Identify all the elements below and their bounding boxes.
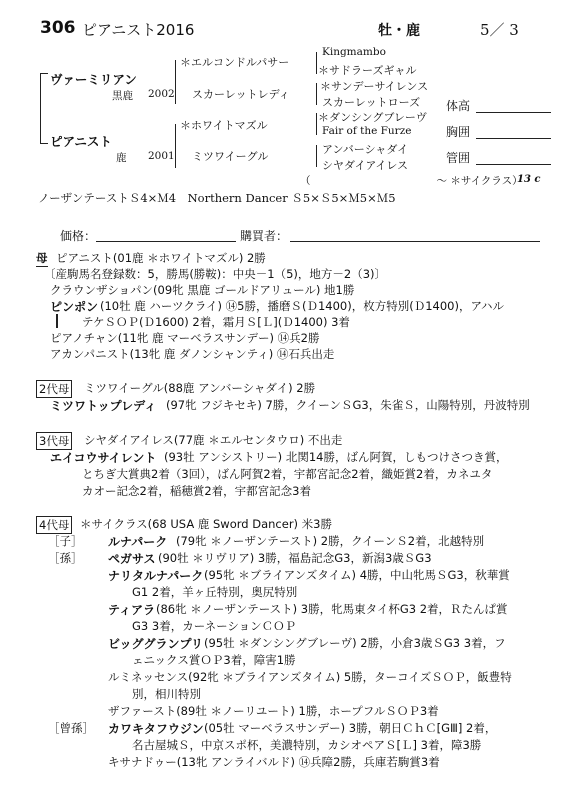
- bracket-left: [40, 73, 41, 144]
- child-1-record: (79牝 ＊ノーザンテースト) 2勝，クイーンＳ2着，北越特別: [176, 534, 485, 548]
- price-label: 価格：: [60, 229, 97, 243]
- great-grandchild-1-record-2: 名古屋城Ｓ，中京スポ杯，美濃特別，カシオペアＳ[Ｌ] 3着，障3勝: [132, 738, 482, 752]
- dam-dam: ミツワイーグル: [192, 150, 269, 163]
- sex-color: 牡・鹿: [378, 23, 420, 39]
- tag-child: ［子］: [48, 534, 83, 548]
- sss-name: Kingmambo: [322, 46, 386, 58]
- offspring-1: クラウンザショパン(09牝 黒鹿 ゴールドアリュール) 地1勝: [50, 283, 355, 297]
- great-grandchild-1-name: カワキタフウジン: [108, 722, 204, 736]
- sire-sire: ＊エルコンドルパサー: [180, 56, 290, 69]
- great-grandchild-1-record: (05牡 マーベラスサンデー) 3勝，朝日ＣｈＣ[GⅢ] 2着，: [204, 721, 497, 735]
- price-line: [96, 241, 236, 242]
- offspring-2-name: ピンポン: [50, 300, 99, 314]
- tag-grandchild: ［孫］: [48, 551, 83, 565]
- grandchild-3-record-2: G3 3着，カーネーションＣＯＰ: [132, 619, 297, 633]
- dam-stats: 〔産駒馬名登録数：5，勝馬(勝鞍)：中央－1（5)，地方－2（3)〕: [44, 267, 387, 281]
- second-dam-child-name: ミツワトップレディ: [50, 399, 157, 413]
- third-dam-child-record-2: とちぎ大賞典2着（3回），ばん阿賀2着，宇都宮記念2着，織姫賞2着，カネユタ: [82, 467, 493, 481]
- dam-bracket: [175, 124, 176, 168]
- buyer-line: [290, 241, 540, 242]
- offspring-2-record-cont: テケＳＯＰ(Ｄ1600) 2着，霜月Ｓ[Ｌ](Ｄ1400) 3着: [82, 315, 350, 329]
- sire-dam: スカーレットレディ: [192, 88, 290, 101]
- buyer-label: 購買者：: [240, 229, 289, 243]
- third-dam-child-record-3: カオー記念2着，稲穂賞2着，宇都宮記念3着: [82, 484, 311, 498]
- section-dam-label: 母: [36, 251, 48, 265]
- dsd-name: Fair of the Furze: [322, 125, 412, 137]
- great-grandchild-2-record: キサナドゥー(13牝 アンライバルド) ⑭兵障2勝，兵庫若駒賞3着: [108, 755, 440, 769]
- dds-name: アンバーシャダイ: [322, 143, 409, 156]
- ssd-name: ＊サドラーズギャル: [318, 64, 417, 77]
- sds-name: ＊サンデーサイレンス: [320, 80, 429, 93]
- horse-name: ピアニスト2016: [82, 21, 195, 39]
- third-dam-child-name: エイコウサイレント: [50, 451, 157, 465]
- dss-name: ＊ダンシングブレーヴ: [318, 111, 427, 124]
- dam-name: ピアニスト: [50, 134, 112, 149]
- grandchild-4-record: (95牡 ＊ダンシングブレーヴ) 2勝，小倉3歳ＳG3 3着，フ: [204, 636, 506, 650]
- grandchild-6-record: ザファースト(89牡 ＊ノーリユート) 1勝，ホープフルＳＯＰ3着: [108, 704, 439, 718]
- family-number: 13 c: [517, 174, 541, 185]
- birth-date: 5／ 3: [480, 21, 519, 39]
- dam-year: 2001: [148, 150, 175, 162]
- dam-record: ピアニスト(01鹿 ＊ホワイトマズル) 2勝: [56, 251, 266, 265]
- fourth-dam-record: ＊サイクラス(68 USA 鹿 Sword Dancer) 米3勝: [80, 517, 333, 531]
- grandchild-4-name: ビッググランプリ: [108, 637, 204, 651]
- grandchild-3-name: ティアラ: [108, 603, 156, 617]
- grandchild-1-name: ペガサス: [108, 552, 156, 566]
- ddd-name: シヤダイアイレス: [322, 159, 409, 172]
- bracket-top: [40, 73, 48, 74]
- sdd-name: スカーレットローズ: [322, 96, 421, 109]
- section-2nd-dam-label: 2代母: [36, 380, 72, 398]
- sd-bracket: [316, 83, 317, 105]
- child-1-name: ルナパーク: [108, 535, 168, 549]
- lot-number: 306: [40, 18, 76, 38]
- dam-color: 鹿: [116, 152, 127, 164]
- section-3rd-dam-label: 3代母: [36, 432, 72, 450]
- offspring-2-bar: [56, 314, 58, 328]
- second-dam-record: ミツワイーグル(88鹿 アンバーシャダイ) 2勝: [84, 381, 316, 395]
- second-dam-child-record: (97牝 フジキセキ) 7勝，クイーンＳG3，朱雀Ｓ，山陽特別，丹波特別: [166, 398, 530, 412]
- cannon-label: 管囲: [446, 151, 471, 165]
- offspring-4: アカンパニスト(13牝 鹿 ダノンシャンティ) ⑭石兵出走: [50, 347, 335, 361]
- grandchild-2-record: (95牝 ＊ブライアンズタイム) 4勝，中山牝馬ＳG3，秋華賞: [204, 568, 510, 582]
- girth-line: [476, 138, 551, 139]
- grandchild-1-record: (90牡 ＊リヴリア) 3勝，福島記念G3，新潟3歳ＳG3: [158, 551, 432, 565]
- offspring-2-record: (10牡 鹿 ハーツクライ) ⑭5勝，播磨Ｓ(Ｄ1400)，枚方特別(Ｄ1400)，アハル: [100, 299, 505, 313]
- cannon-line: [476, 164, 551, 165]
- cross-family: （ ～ ＊サイクラス）: [300, 175, 523, 187]
- sire-bracket: [175, 60, 176, 104]
- dam-sire: ＊ホワイトマズル: [180, 119, 268, 132]
- bracket-bottom: [40, 143, 48, 144]
- sire-year: 2002: [148, 88, 175, 100]
- ds-bracket: [316, 113, 317, 135]
- sire-name: ヴァーミリアン: [50, 72, 137, 87]
- grandchild-5-record: ルミネッセンス(92牝 ＊ブライアンズタイム) 5勝，ターコイズＳＯＰ，飯豊特: [108, 670, 512, 684]
- offspring-3: ピアノチャン(11牝 鹿 マーベラスサンデー) ⑭兵2勝: [50, 331, 320, 345]
- grandchild-2-record-2: G1 2着，羊ヶ丘特別，奥尻特別: [132, 585, 298, 599]
- grandchild-5-record-2: 別，相川特別: [132, 687, 201, 701]
- height-label: 体高: [446, 99, 471, 113]
- girth-label: 胸囲: [446, 125, 471, 139]
- grandchild-2-name: ナリタルナパーク: [108, 569, 204, 583]
- dd-bracket: [316, 145, 317, 167]
- grandchild-3-record: (86牝 ＊ノーザンテースト) 3勝，牝馬東タイ杯G3 2着，Ｒたんぱ賞: [156, 602, 508, 616]
- third-dam-record: シヤダイアイレス(77鹿 ＊エルセンタウロ) 不出走: [84, 433, 343, 447]
- section-4th-dam-label: 4代母: [36, 516, 72, 534]
- ss-bracket: [316, 52, 317, 74]
- height-line: [476, 112, 551, 113]
- grandchild-4-record-2: ェニックス賞ＯＰ3着，障害1勝: [132, 653, 296, 667]
- third-dam-child-record: (93牡 アンシストリー) 北関14勝，ばん阿賀，しもつけさつき賞，: [164, 450, 508, 464]
- tag-great-grandchild: ［曾孫］: [48, 721, 94, 735]
- sire-color: 黒鹿: [112, 90, 133, 102]
- inbreed-line: ノーザンテーストＳ4×Ｍ4 Northern Dancer Ｓ5×Ｓ5×Ｍ5×Ｍ5: [38, 191, 396, 205]
